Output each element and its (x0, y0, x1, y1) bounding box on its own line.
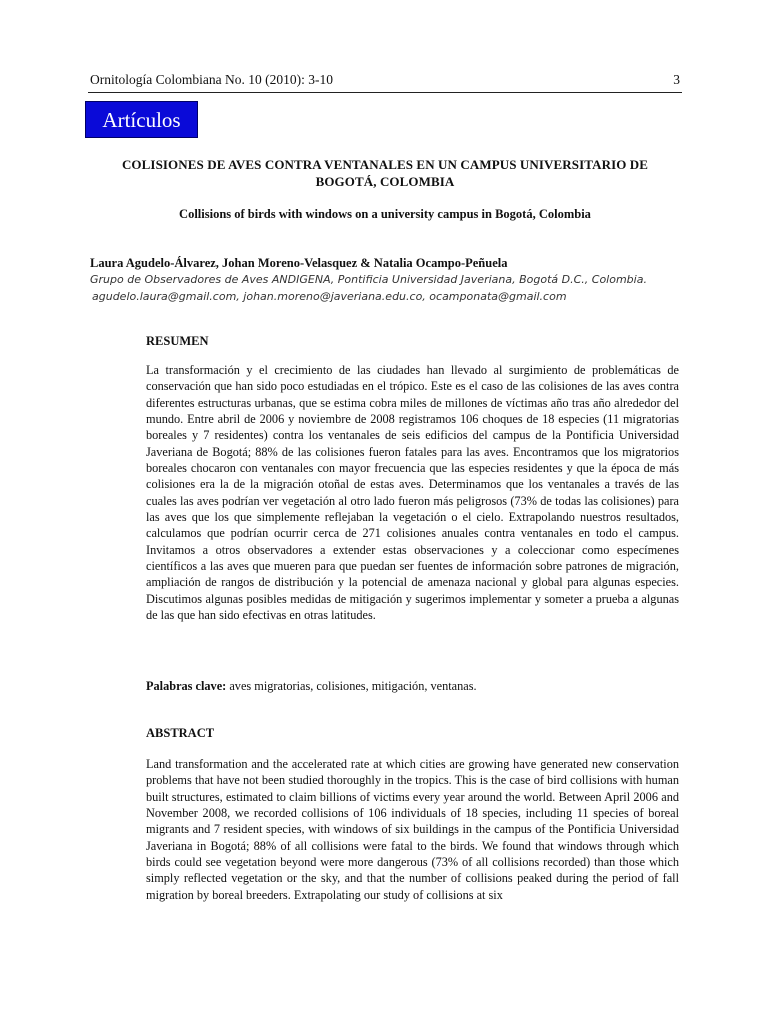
article-title-spanish: COLISIONES DE AVES CONTRA VENTANALES EN UN CAMPUS UNIVERSITARIO DE BOGOTÁ, COLOMBIA (121, 157, 649, 189)
keywords-label: Palabras clave: (146, 679, 227, 693)
author-affiliation: Grupo de Observadores de Aves ANDIGENA, Pontificia Universidad Javeriana, Bogotá D.C., Colombia. (90, 273, 647, 286)
keywords-list: aves migratorias, colisiones, mitigación, ventanas. (226, 679, 477, 693)
section-label: Artículos (85, 101, 198, 138)
journal-citation: Ornitología Colombiana No. 10 (2010): 3-10 (90, 72, 333, 87)
resumen-heading: RESUMEN (146, 334, 209, 348)
abstract-paragraph: Land transformation and the accelerated rate at which cities are growing have generated new conservation problems that have not been studied thoroughly in the tropics. This is the case of bird collisions with human built structures, estimated to claim billions of victims every year around the world. Between April 2006 and November 2008, we recorded collisions of 106 individuals of 18 species, including 11 species of boreal migrants and 7 resident species, with windows of six buildings in the campus of the Pontificia Universidad Javeriana in Bogotá; 88% of all collisions were fatal to the birds. We found that windows through which birds could see vegetation beyond were more dangerous (73% of all collisions recorded) than those which simply reflected vegetation or the sky, and that the number of collisions peaked during the period of fall migration by boreal breeders. Extrapolating our study of collisions at six (146, 757, 679, 902)
abstract-heading: ABSTRACT (146, 726, 215, 740)
keywords (146, 679, 679, 694)
resumen-paragraph: La transformación y el crecimiento de las ciudades han llevado al surgimiento de problemáticas de conservación que han sido poco estudiadas en el trópico. Este es el caso de las colisiones de las aves contra diferentes estructuras urbanas, que se estima cobra miles de millones de víctimas año tras año alrededor del mundo. Entre abril de 2006 y noviembre de 2008 registramos 106 choques de 18 especies (11 migratorias boreales y 7 residentes) contra los ventanales de seis edificios del campus de la Pontificia Universidad Javeriana de Bogotá; 88% de las colisiones fueron fatales para las aves. Encontramos que los migratorios boreales chocaron con ventanales con mayor frecuencia que las especies residentes y que la época de más colisiones era la de la migración otoñal de estas aves. Determinamos que los ventanales a través de las cuales las aves podrían ver vegetación al otro lado fueron más peligrosos (73% de todas las colisiones) para las aves que los que simplemente reflejaban la vegetación o el cielo. Extrapolando nuestros resultados, calculamos que podrían ocurrir cerca de 271 colisiones anuales contra ventanales en todo el campus. Invitamos a otros observadores a extender estas observaciones y a coleccionar como especímenes científicos a las aves que mueren para que puedan ser fuentes de información sobre patrones de migración, ampliación de rangos de distribución y la potencial de amenaza nacional y global para algunas especies. Discutimos algunas posibles medidas de mitigación y sugerimos implementar y someter a prueba a algunas de las que han sido efectivas en otras latitudes. (146, 363, 679, 623)
author-emails: agudelo.laura@gmail.com, johan.moreno@javeriana.edu.co, ocamponata@gmail.com (92, 290, 567, 303)
page-number: 3 (673, 72, 680, 87)
article-title-english: Collisions of birds with windows on a university campus in Bogotá, Colombia (179, 207, 591, 221)
author-list: Laura Agudelo-Álvarez, Johan Moreno-Velasquez & Natalia Ocampo-Peñuela (90, 256, 508, 270)
running-header (88, 70, 682, 93)
